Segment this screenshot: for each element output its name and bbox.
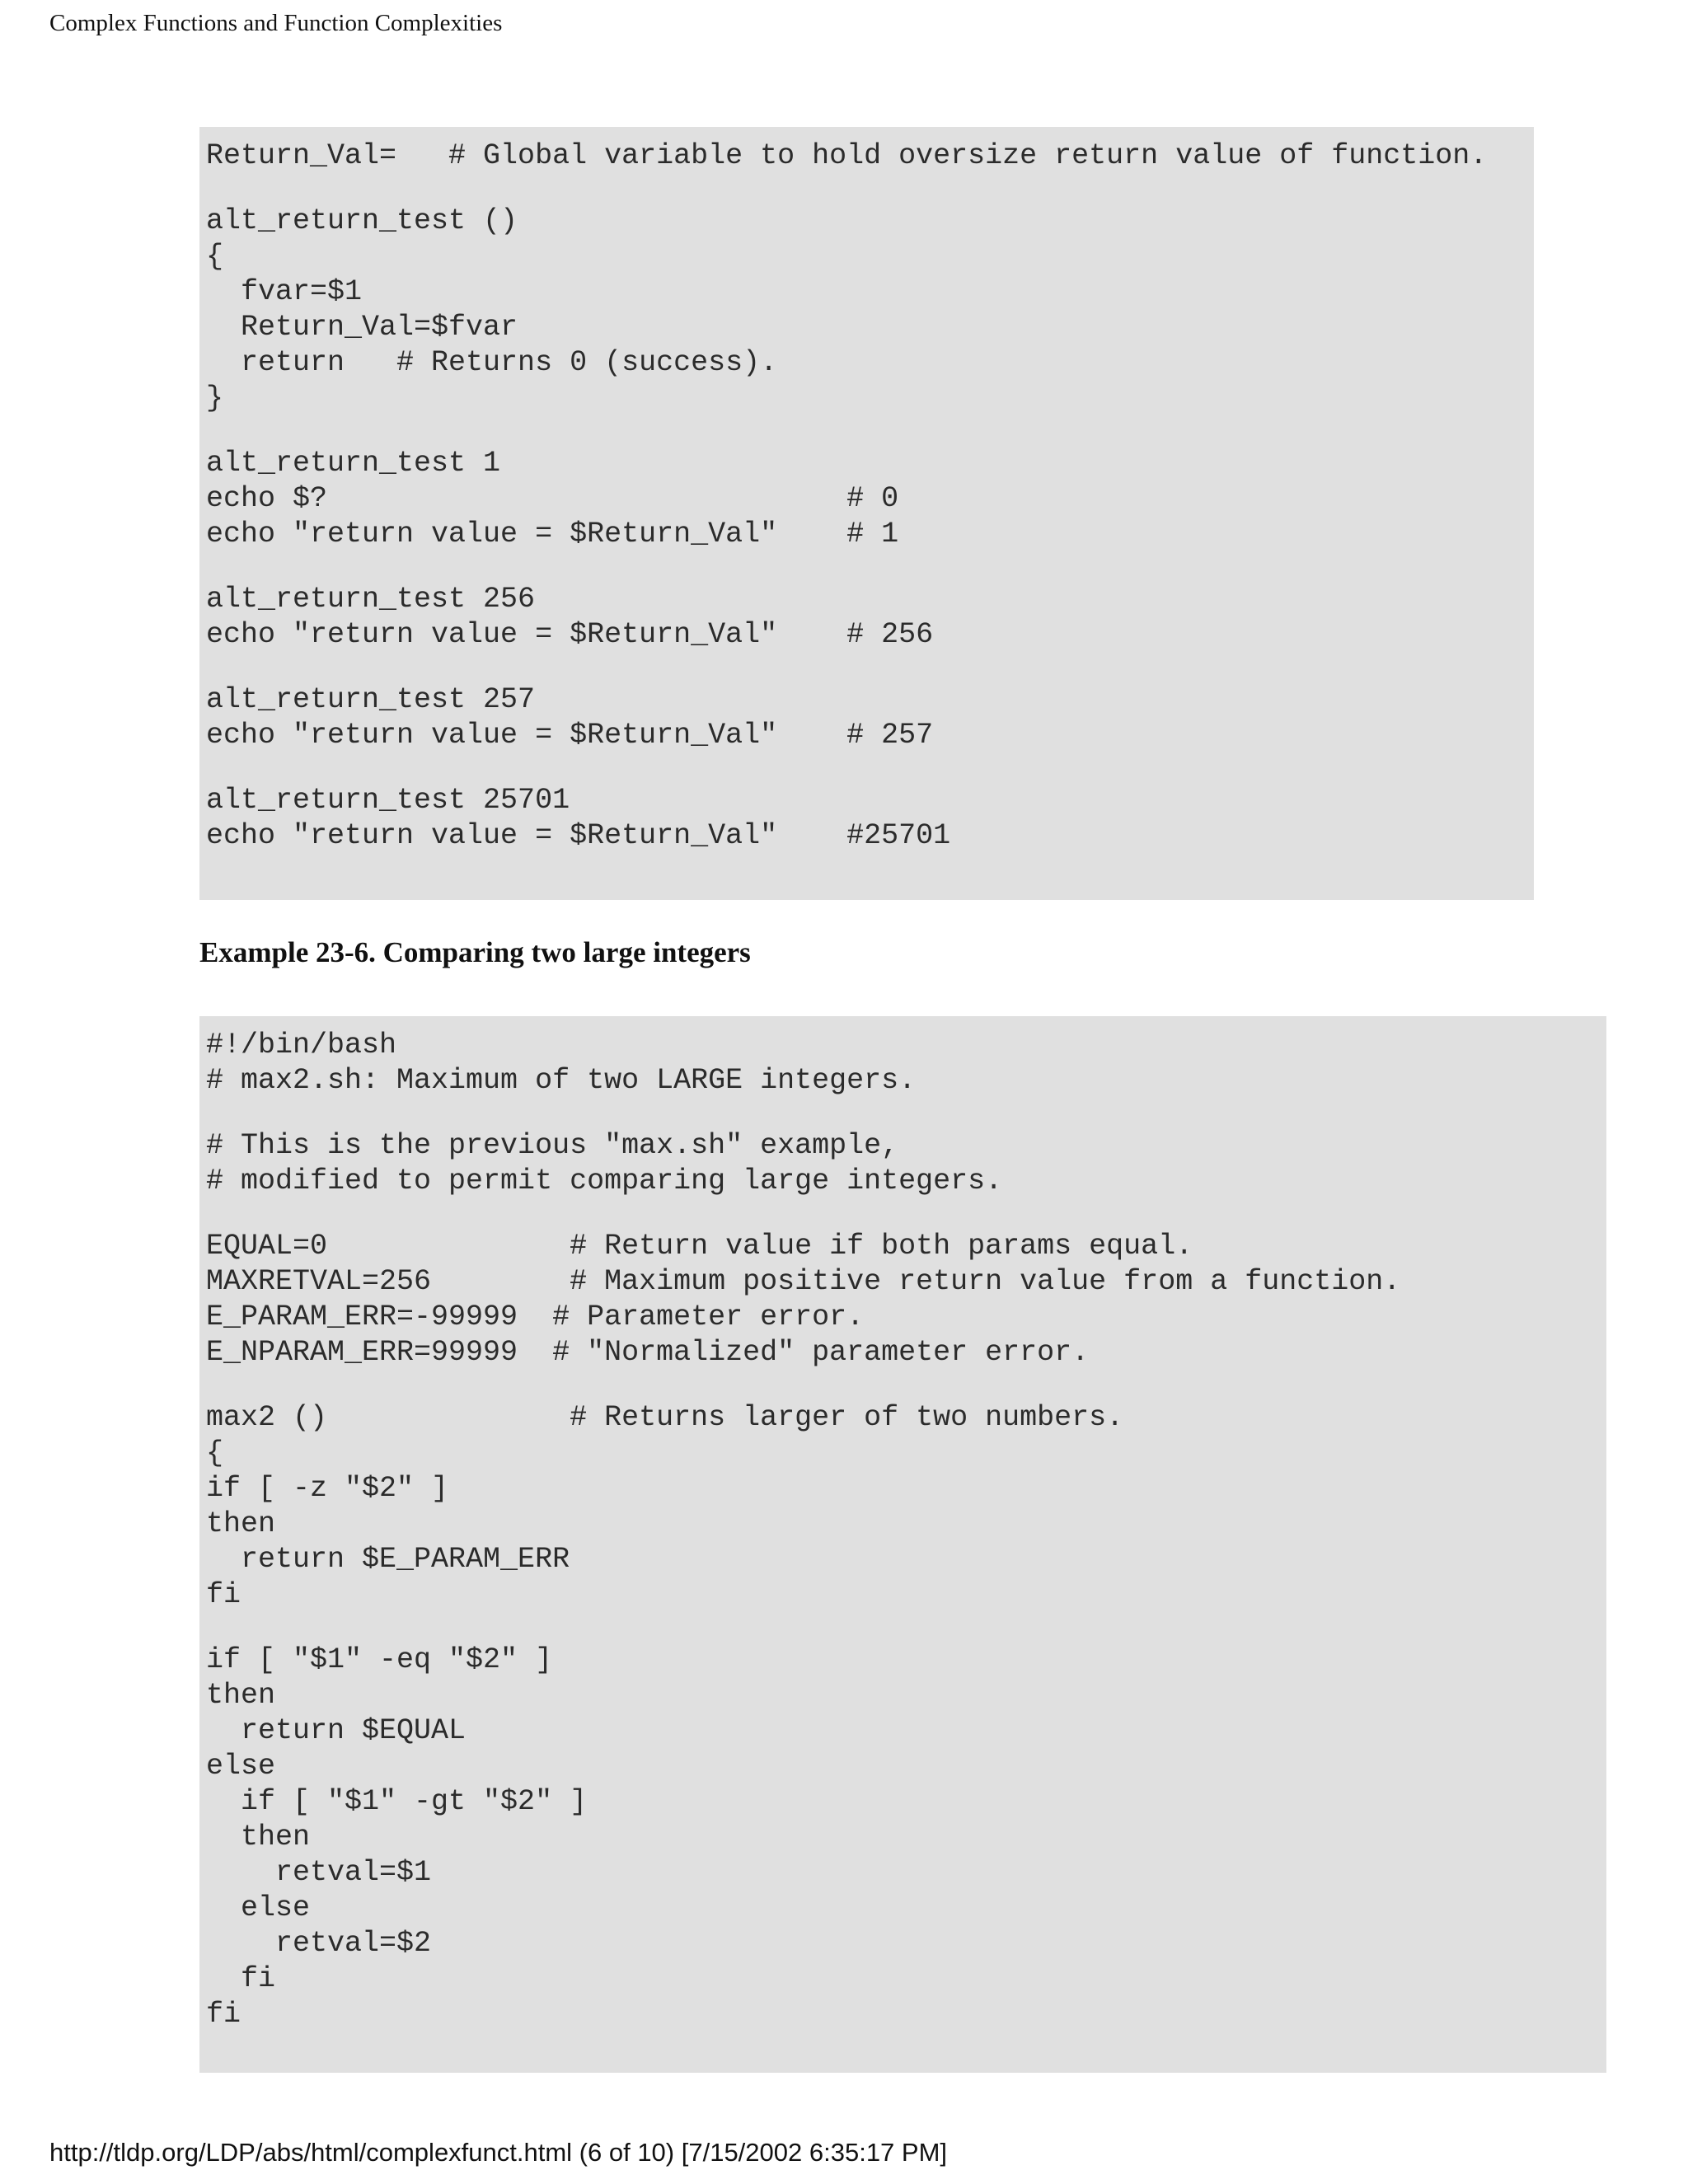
code-line: alt_return_test 25701 (206, 784, 570, 817)
code-line: echo $? # 0 (206, 482, 899, 515)
example-title: Example 23-6. Comparing two large integers (199, 936, 751, 968)
code-line: echo "return value = $Return_Val" #25701 (206, 819, 951, 852)
code-line: MAXRETVAL=256 # Maximum positive return value from a function. (206, 1265, 1401, 1298)
code-line: alt_return_test 256 (206, 583, 536, 616)
code-line: if [ -z "$2" ] (206, 1472, 449, 1505)
code-blank-line (206, 174, 1527, 204)
code-blank-line (206, 416, 1527, 446)
code-line: Return_Val= # Global variable to hold oversize return value of function. (206, 139, 1488, 172)
code-line: EQUAL=0 # Return value if both params equal. (206, 1230, 1193, 1263)
code-line: #!/bin/bash (206, 1029, 397, 1062)
code-line: # modified to permit comparing large integers. (206, 1165, 1003, 1197)
code-line: fi (206, 1578, 241, 1611)
page-footer-url: http://tldp.org/LDP/abs/html/complexfunct.html (6 of 10) [7/15/2002 6:35:17 PM] (49, 2138, 948, 2167)
code-line: { (206, 1436, 224, 1469)
code-line: fi (206, 1998, 241, 2031)
code-line: } (206, 382, 224, 415)
code-line: retval=$2 (206, 1927, 432, 1960)
code-line: E_NPARAM_ERR=99999 # "Normalized" parameter error. (206, 1336, 1090, 1369)
code-line: fvar=$1 (206, 275, 363, 308)
code-blank-line (206, 552, 1527, 582)
code-block-max2 (199, 1016, 1606, 2073)
page-header-title: Complex Functions and Function Complexities (49, 10, 503, 36)
code-blank-line (206, 1613, 1600, 1643)
code-line: then (206, 1679, 276, 1712)
code-line: if [ "$1" -gt "$2" ] (206, 1785, 588, 1818)
code-line: return $EQUAL (206, 1714, 467, 1747)
code-line: # max2.sh: Maximum of two LARGE integers. (206, 1064, 917, 1097)
code-line: alt_return_test () (206, 204, 518, 237)
code-line: return # Returns 0 (success). (206, 346, 778, 379)
code-blank-line (206, 653, 1527, 682)
code-line: alt_return_test 257 (206, 683, 536, 716)
code-line: else (206, 1750, 276, 1783)
code-line: retval=$1 (206, 1856, 432, 1889)
code-line: echo "return value = $Return_Val" # 256 (206, 618, 934, 651)
code-line: alt_return_test 1 (206, 447, 501, 480)
code-blank-line (206, 753, 1527, 783)
code-line: else (206, 1891, 311, 1924)
code-blank-line (206, 1371, 1600, 1400)
code-line: if [ "$1" -eq "$2" ] (206, 1643, 553, 1676)
code-line: then (206, 1507, 276, 1540)
code-line: echo "return value = $Return_Val" # 257 (206, 719, 934, 752)
code-block-alt-return (199, 127, 1534, 900)
code-line: { (206, 240, 224, 273)
code-blank-line (206, 1199, 1600, 1229)
code-line: # This is the previous "max.sh" example, (206, 1129, 899, 1162)
code-line: E_PARAM_ERR=-99999 # Parameter error. (206, 1301, 865, 1333)
code-line: fi (206, 1962, 276, 1995)
code-blank-line (206, 1099, 1600, 1128)
code-line: echo "return value = $Return_Val" # 1 (206, 518, 899, 551)
code-line: return $E_PARAM_ERR (206, 1543, 570, 1576)
code-line: max2 () # Returns larger of two numbers. (206, 1401, 1124, 1434)
code-line: Return_Val=$fvar (206, 311, 518, 344)
code-line: then (206, 1821, 311, 1854)
